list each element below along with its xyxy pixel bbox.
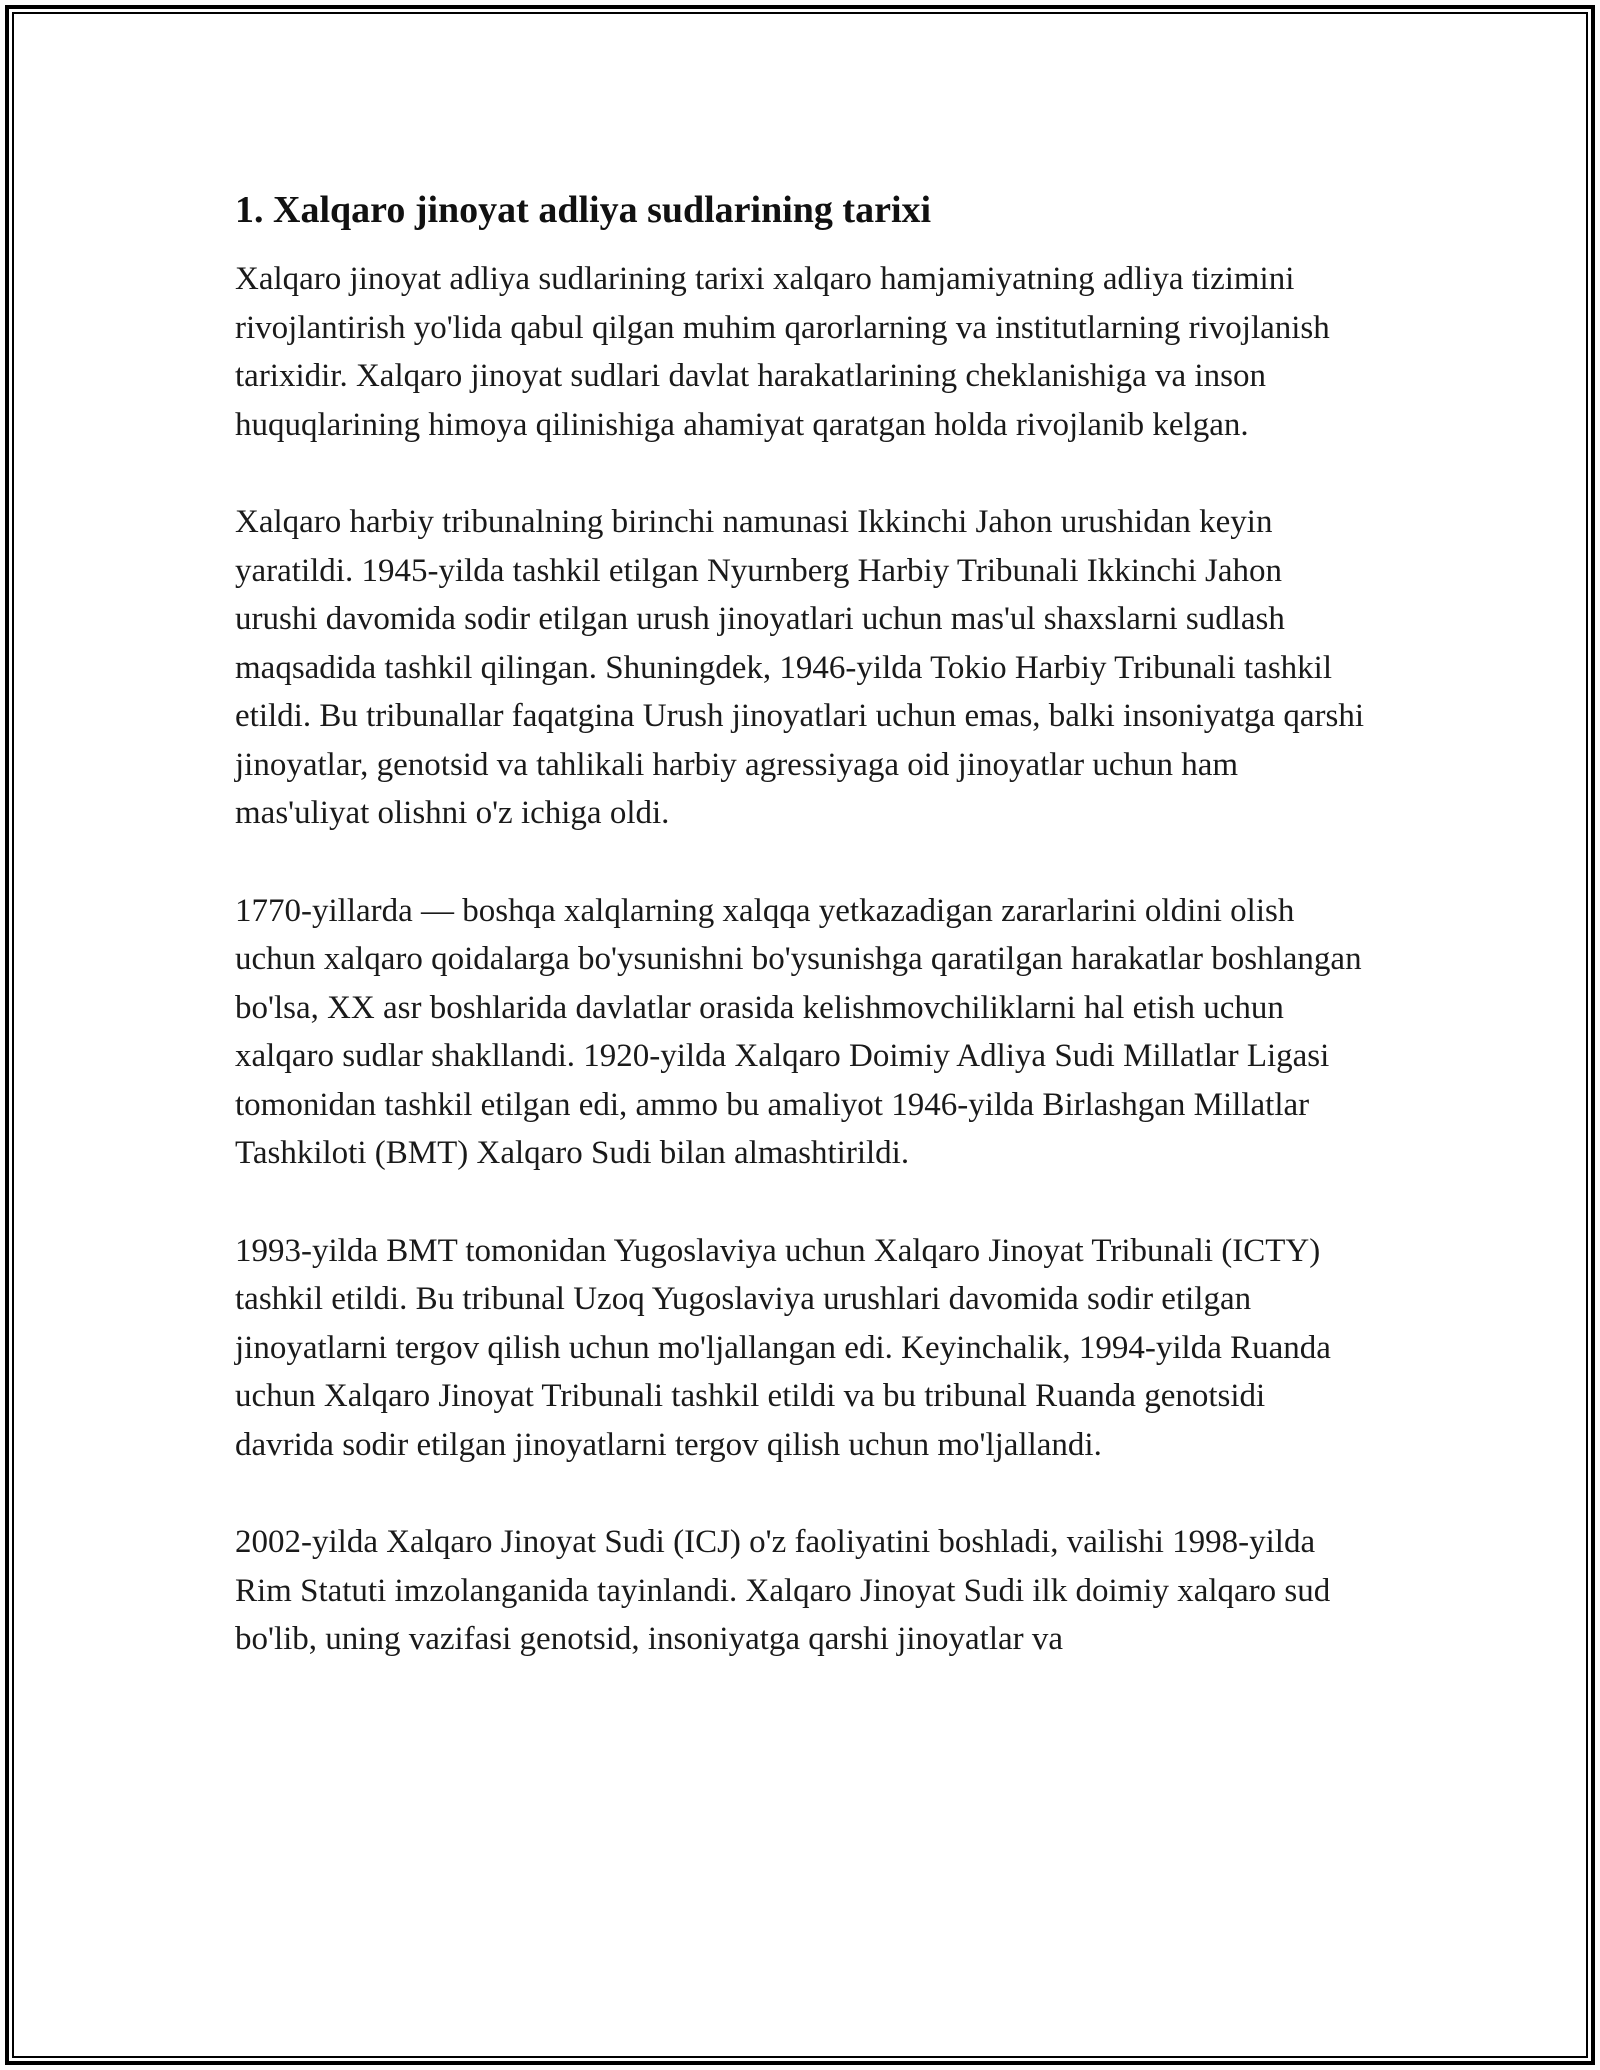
paragraph-intro: Xalqaro jinoyat adliya sudlarining tarixi xalqaro hamjamiyatning adliya tizimini rivojlantirish yo'lida qabul qilgan muhim qarorlarning va institutlarning rivojlanish tarixidir. Xalqaro jinoyat sudlari davlat harakatlarining cheklanishiga va inson huquqlarining himoya qilinishiga ahamiyat qaratgan holda rivojlanib kelgan. xyxy=(235,261,1330,443)
document-body xyxy=(235,186,1365,1713)
paragraph-icty-ictr: 1993-yilda BMT tomonidan Yugoslaviya uchun Xalqaro Jinoyat Tribunali (ICTY) tashkil etildi. Bu tribunal Uzoq Yugoslaviya urushlari davomida sodir etilgan jinoyatlarni tergov qilish uchun mo'ljallangan edi. Keyinchalik, 1994-yilda Ruanda uchun Xalqaro Jinoyat Tribunali tashkil etildi va bu tribunal Ruanda genotsidi davrida sodir etilgan jinoyatlarni tergov qilish uchun mo'ljallandi. xyxy=(235,1232,1331,1463)
section-heading: 1. Xalqaro jinoyat adliya sudlarining tarixi xyxy=(235,189,932,231)
paragraph-military-tribunals: Xalqaro harbiy tribunalning birinchi namunasi Ikkinchi Jahon urushidan keyin yaratildi. 1945-yilda tashkil etilgan Nyurnberg Harbiy Tribunali Ikkinchi Jahon urushi davomida sodir etilgan urush jinoyatlari uchun mas'ul shaxslarni sudlash maqsadida tashkil qilingan. Shuningdek, 1946-yilda Tokio Harbiy Tribunali tashkil etildi. Bu tribunallar faqatgina Urush jinoyatlari uchun emas, balki insoniyatga qarshi jinoyatlar, genotsid va tahlikali harbiy agressiyaga oid jinoyatlar uchun ham mas'uliyat olishni o'z ichiga oldi. xyxy=(235,504,1365,832)
paragraph-early-courts: 1770-yillarda — boshqa xalqlarning xalqqa yetkazadigan zararlarini oldini olish uchun xalqaro qoidalarga bo'ysunishni bo'ysunishga qaratilgan harakatlar boshlangan bo'lsa, XX asr boshlarida davlatlar orasida kelishmovchiliklarni hal etish uchun xalqaro sudlar shakllandi. 1920-yilda Xalqaro Doimiy Adliya Sudi Millatlar Ligasi tomonidan tashkil etilgan edi, ammo bu amaliyot 1946-yilda Birlashgan Millatlar Tashkiloti (BMT) Xalqaro Sudi bilan almashtirildi. xyxy=(235,892,1362,1172)
paragraph-icc: 2002-yilda Xalqaro Jinoyat Sudi (ICJ) o'z faoliyatini boshladi, vailishi 1998-yilda Rim Statuti imzolanganida tayinlandi. Xalqaro Jinoyat Sudi ilk doimiy xalqaro sud bo'lib, uning vazifasi genotsid, insoniyatga qarshi jinoyatlar va xyxy=(235,1524,1331,1658)
